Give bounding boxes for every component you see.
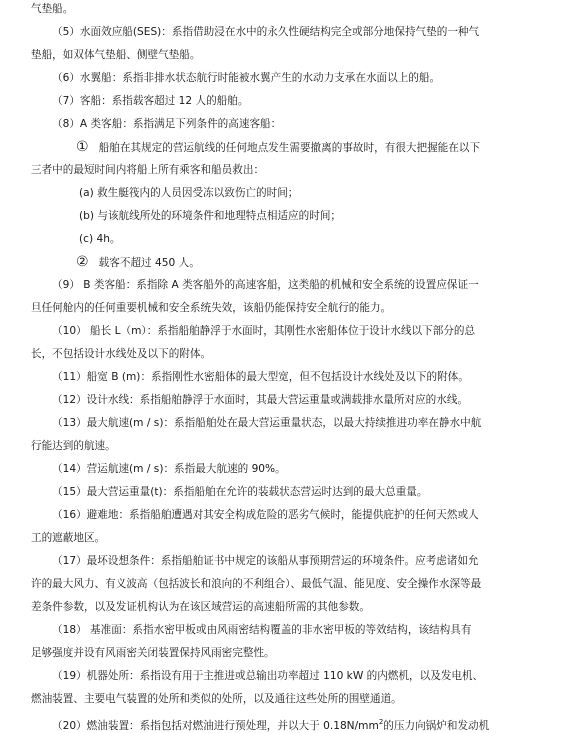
- text-line: 的压力向锅炉和发动机: [383, 720, 490, 732]
- text-line: 许的最大风力、有义波高（包括波长和浪向的不利组合）、最低气温、能见度、安全操作水深等最: [31, 578, 482, 590]
- text-line: （11）船宽 B (m)：系指刚性水密船体的最大型宽，但不包括设计水线处及以下的附体。: [52, 371, 469, 383]
- text-line: （5）水面效应船(SES)：系指借助浸在水中的永久性硬结构完全或部分地保持气垫的一种气: [52, 26, 480, 38]
- text-line: 载客不超过 450 人。: [98, 257, 200, 269]
- text-line: 三者中的最短时间内将船上所有乘客和船员救出：: [31, 164, 265, 176]
- text-line: 垫船，如双体气垫船、侧壁气垫船。: [31, 49, 201, 61]
- text-line: 气垫船。: [31, 3, 74, 15]
- text-line: （17）最坏设想条件：系指船舶证书中规定的该船从事预期营运的环境条件。应考虑诸如允: [52, 555, 479, 567]
- text-line: （14）营运航速(m / s)：系指最大航速的 90%。: [52, 463, 286, 475]
- text-line: 工的遮蔽地区。: [31, 532, 106, 544]
- text-line: 船舶在其规定的营运航线的任何地点发生需要撤离的事故时，有很大把握能在以下: [98, 142, 481, 154]
- text-line: （9） B 类客船：系指除 A 类客船外的高速客船，这类船的机械和安全系统的设置应保证一: [52, 279, 479, 291]
- text-line: （20）燃油装置：系指包括对燃油进行预处理，并以大于 0.18N/mm: [52, 720, 379, 732]
- text-line: （16）避难地：系指船舶遭遇对其安全构成危险的恶劣气候时，能提供庇护的任何天然或人: [52, 509, 479, 521]
- circled-number-2: ②: [76, 254, 89, 270]
- text-line: （8）A 类客船：系指满足下列条件的高速客船：: [52, 118, 282, 130]
- text-line: (b) 与该航线所处的环境条件和地理特点相适应的时间；: [79, 210, 342, 222]
- text-line-with-superscript: [52, 715, 565, 732]
- list-item-1: [76, 140, 565, 154]
- text-line: （12）设计水线：系指船舶静浮于水面时，其最大营运重量或满载排水量所对应的水线。: [52, 394, 469, 406]
- text-line: （15）最大营运重量(t)：系指船舶在允许的装载状态营运时达到的最大总重量。: [52, 486, 428, 498]
- text-line: （10） 船长 L（m）：系指船舶静浮于水面时，其刚性水密船体位于设计水线以下部分的总: [52, 325, 476, 337]
- text-line: 差条件参数，以及发证机构认为在该区域营运的高速船所需的其他参数。: [31, 601, 370, 613]
- superscript-2: 2: [378, 718, 384, 726]
- list-item-2: [76, 255, 565, 269]
- text-line: (c) 4h。: [79, 233, 121, 245]
- text-line: 长，不包括设计水线处及以下的附体。: [31, 348, 212, 360]
- text-line: （13）最大航速(m / s)：系指船舶处在最大营运重量状态，以最大持续推进功率在静水中航: [52, 417, 482, 429]
- text-line: 燃油装置、主要电气装置的处所和类似的处所，以及通往这些处所的围壁通道。: [31, 693, 402, 705]
- text-line: 旦任何舱内的任何重要机械和安全系统失效，该船仍能保持安全航行的能力。: [31, 302, 392, 314]
- text-line: （7）客船：系指载客超过 12 人的船舶。: [52, 95, 249, 107]
- circled-number-1: ①: [76, 139, 89, 155]
- text-line: （19）机器处所：系指设有用于主推进或总输出功率超过 110 kW 的内燃机，以及发电机、: [52, 670, 484, 682]
- text-line: (a) 救生艇筏内的人员因受冻以致伤亡的时间；: [79, 187, 299, 199]
- text-line: （6）水翼船：系指非排水状态航行时能被水翼产生的水动力支承在水面以上的船。: [52, 72, 441, 84]
- text-line: 足够强度并设有风雨密关闭装置保持风雨密完整性。: [31, 647, 275, 659]
- text-line: 行能达到的航速。: [31, 440, 116, 452]
- text-line: （18） 基准面：系指水密甲板或由风雨密结构覆盖的非水密甲板的等效结构，该结构具有: [52, 624, 472, 636]
